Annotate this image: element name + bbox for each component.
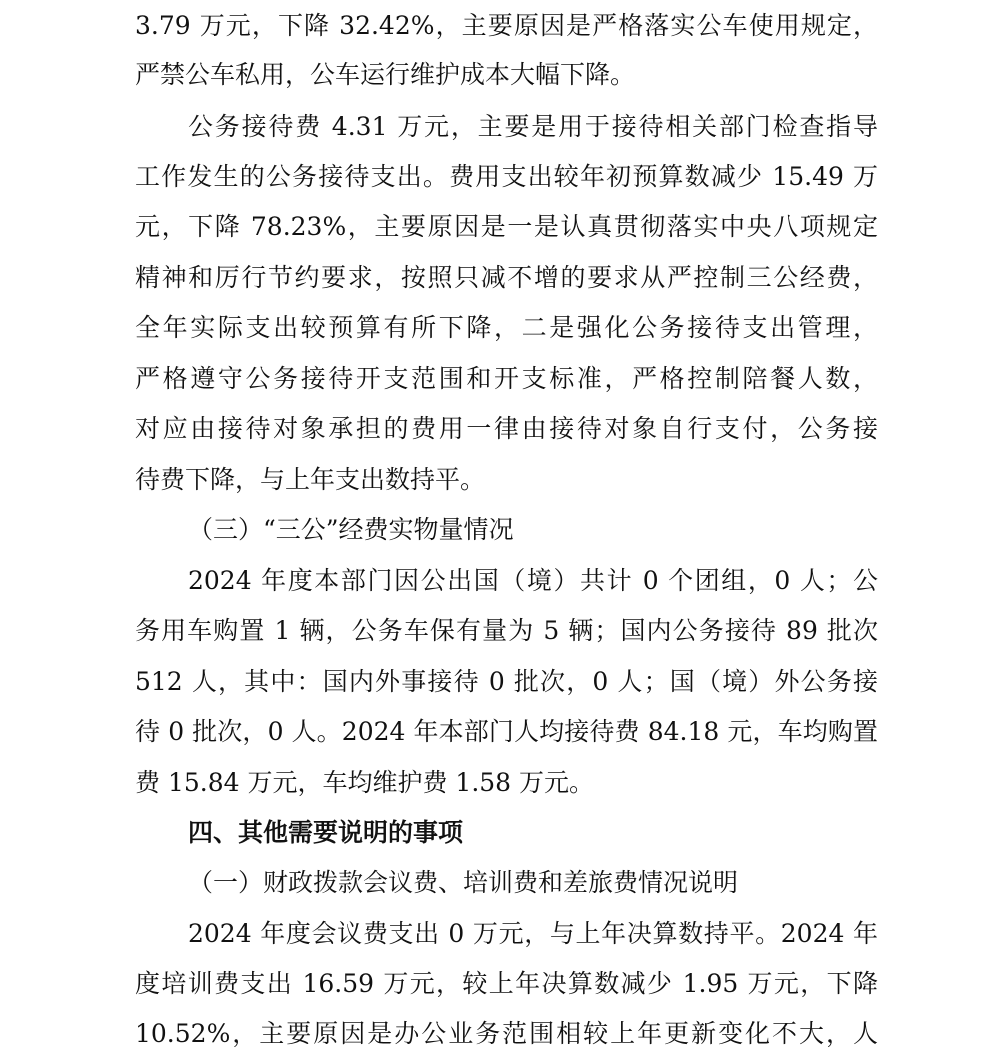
paragraph-line: 严禁公车私用，公车运行维护成本大幅下降。 [135,60,636,89]
paragraph-line: 待 0 批次，0 人。2024 年本部门人均接待费 84.18 元，车均购置 [135,717,878,746]
paragraph-line: 精神和厉行节约要求，按照只减不增的要求从严控制三公经费， [135,263,878,292]
paragraph-line: 全年实际支出较预算有所下降，二是强化公务接待支出管理， [135,313,878,342]
paragraph-line: 待费下降，与上年支出数持平。 [135,465,486,494]
paragraph-line: 512 人，其中：国内外事接待 0 批次，0 人；国（境）外公务接 [135,667,878,696]
paragraph-line: 对应由接待对象承担的费用一律由接待对象自行支付，公务接 [135,414,878,443]
paragraph-line: 3.79 万元，下降 32.42%，主要原因是严格落实公车使用规定， [135,11,878,40]
paragraph-line: 严格遵守公务接待开支范围和开支标准，严格控制陪餐人数， [135,364,878,393]
section-heading: 四、其他需要说明的事项 [188,818,464,847]
section-subheading: （三）“三公”经费实物量情况 [188,515,514,544]
paragraph-line: 2024 年度本部门因公出国（境）共计 0 个团组，0 人；公 [188,566,878,595]
paragraph-line: 10.52%，主要原因是办公业务范围相较上年更新变化不大，人 [135,1019,878,1048]
section-subheading: （一）财政拨款会议费、培训费和差旅费情况说明 [188,868,739,897]
paragraph-line: 度培训费支出 16.59 万元，较上年决算数减少 1.95 万元，下降 [135,969,878,998]
paragraph-line: 元，下降 78.23%，主要原因是一是认真贯彻落实中央八项规定 [135,212,878,241]
paragraph-line: 费 15.84 万元，车均维护费 1.58 万元。 [135,768,595,797]
paragraph-line: 务用车购置 1 辆，公务车保有量为 5 辆；国内公务接待 89 批次 [135,616,878,645]
paragraph-line: 工作发生的公务接待支出。费用支出较年初预算数减少 15.49 万 [135,162,878,191]
paragraph-line: 公务接待费 4.31 万元，主要是用于接待相关部门检查指导 [188,112,878,141]
paragraph-line: 2024 年度会议费支出 0 万元，与上年决算数持平。2024 年 [188,919,878,948]
